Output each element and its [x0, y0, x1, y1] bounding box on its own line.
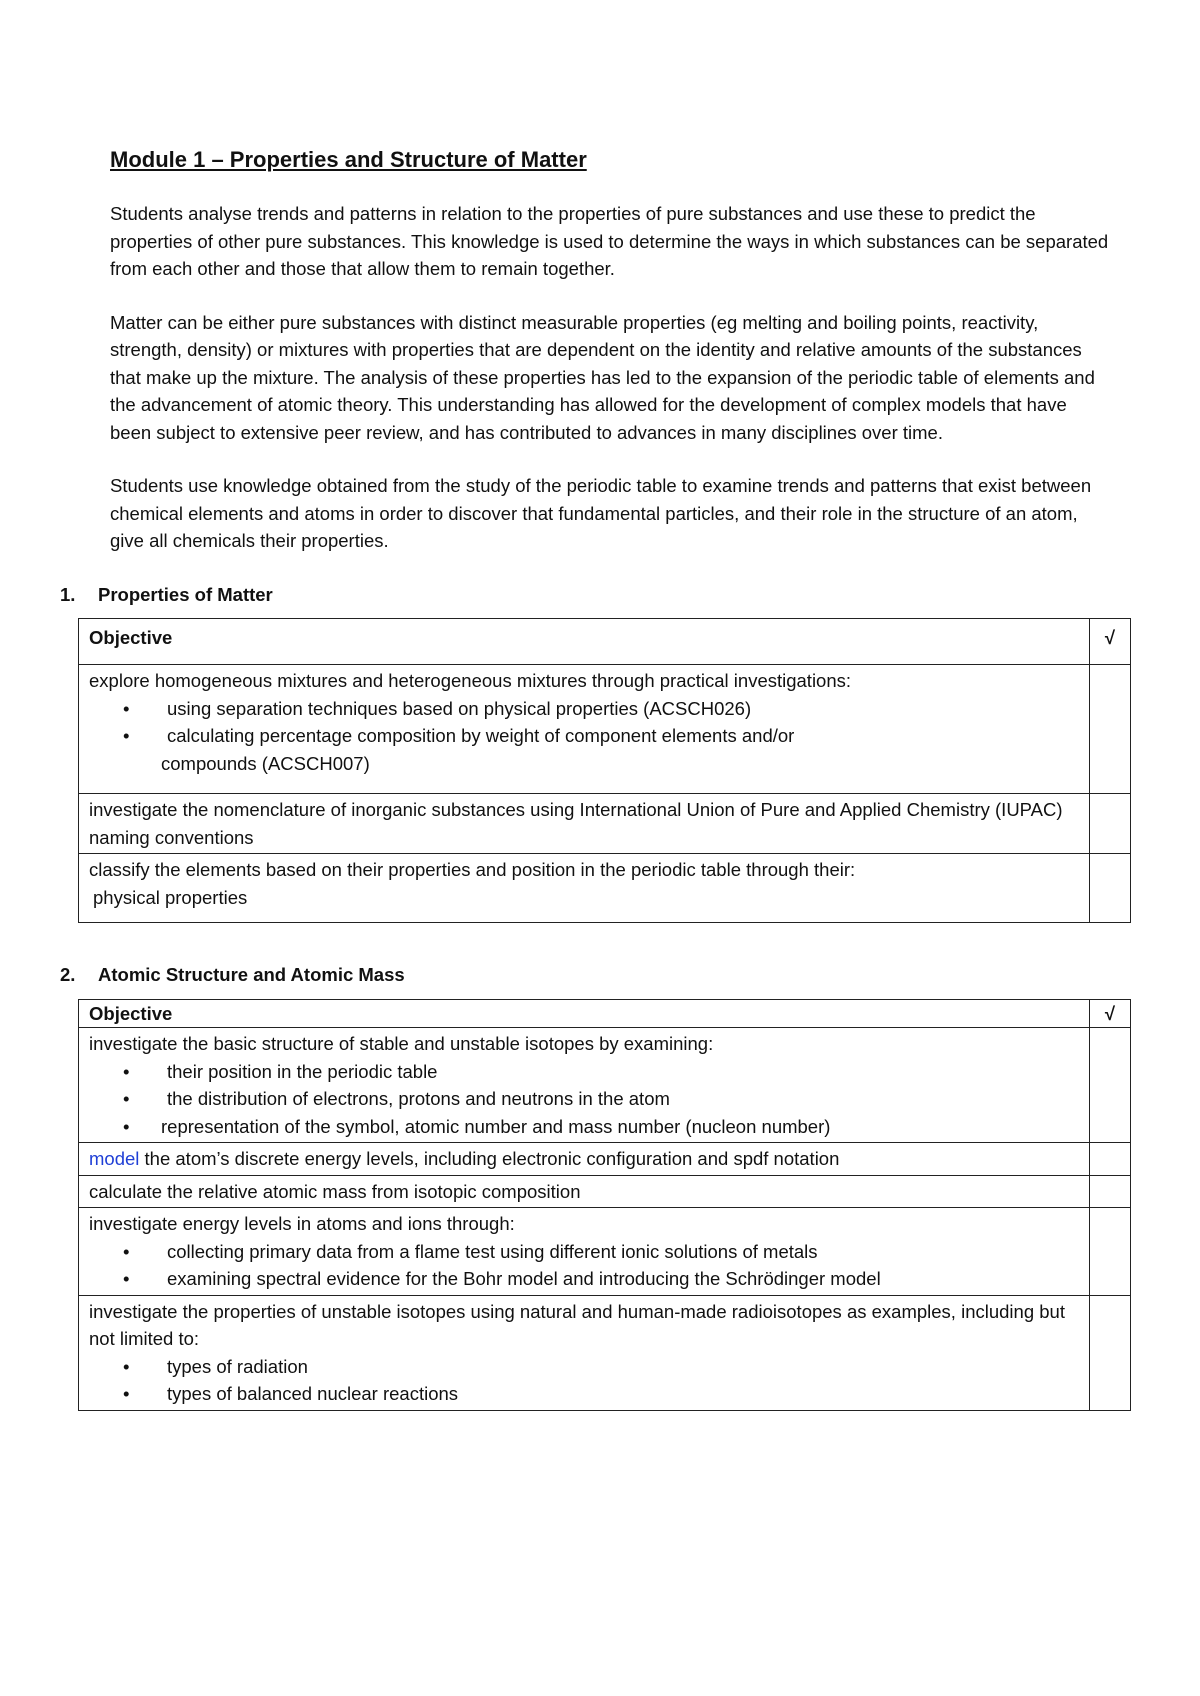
- list-item: • using separation techniques based on physical properties (ACSCH026): [89, 695, 1079, 723]
- table-row: [79, 794, 1131, 854]
- checkbox-cell[interactable]: [1090, 1028, 1131, 1143]
- objective-column-header: Objective: [79, 999, 1090, 1028]
- objective-text: investigate the properties of unstable isotopes using natural and human-made radioisotopes as examples, including but not limited to:: [89, 1300, 1065, 1349]
- section-number: 2.: [60, 964, 76, 985]
- bullet-icon: •: [123, 697, 130, 719]
- checkbox-cell[interactable]: [1090, 1208, 1131, 1296]
- table-row: [79, 854, 1131, 923]
- table-row: [79, 1028, 1131, 1143]
- model-keyword: model: [89, 1148, 140, 1169]
- bullet-list: [89, 1058, 1079, 1141]
- list-item-continuation: compounds (ACSCH007): [161, 752, 370, 774]
- bullet-list: [89, 1353, 1079, 1408]
- intro-paragraph-2: Matter can be either pure substances with distinct measurable properties (eg melting and boiling points, reactivity, strength, density) or mixtures with properties that are dependent on the identity and relative amounts of the substances that make up the mixture. The analysis of these properties has led to the expansion of the periodic table of elements and the advancement of atomic theory. This understanding has allowed for the development of complex models that have been subject to extensive peer review, and has contributed to advances in many disciplines over time.: [110, 311, 1095, 443]
- objective-cell: calculate the relative atomic mass from isotopic composition: [79, 1175, 1090, 1208]
- bullet-icon: •: [123, 1240, 130, 1262]
- objective-cell: [79, 854, 1090, 923]
- table-row: [79, 665, 1131, 794]
- objective-text: investigate energy levels in atoms and ions through:: [89, 1213, 515, 1234]
- section-2-heading: [60, 961, 1110, 989]
- section-title: Atomic Structure and Atomic Mass: [98, 964, 405, 985]
- objective-text: classify the elements based on their properties and position in the periodic table through their:: [89, 859, 856, 880]
- objective-cell: [79, 1143, 1090, 1176]
- objective-cell: [79, 1295, 1090, 1410]
- list-item: • representation of the symbol, atomic number and mass number (nucleon number): [89, 1113, 1079, 1141]
- section-title: Properties of Matter: [98, 583, 273, 605]
- table-header-row: [79, 619, 1131, 665]
- bullet-icon: •: [123, 1088, 130, 1109]
- intro-paragraph-3: Students use knowledge obtained from the study of the periodic table to examine trends and patterns that exist between chemical elements and atoms in order to discover that fundamental particles, and their role in the structure of an atom, give all chemicals their properties.: [110, 475, 1092, 551]
- bullet-icon: •: [123, 1383, 130, 1404]
- tick-column-header: √: [1090, 619, 1131, 665]
- objective-cell: [79, 1208, 1090, 1296]
- objective-text: investigate the basic structure of stable and unstable isotopes by examining:: [89, 1033, 714, 1054]
- bullet-icon: •: [123, 1268, 130, 1289]
- list-item: • the distribution of electrons, protons and neutrons in the atom: [89, 1085, 1079, 1113]
- objective-text: the atom’s discrete energy levels, including electronic configuration and spdf notation: [139, 1148, 840, 1169]
- objective-cell: [79, 1028, 1090, 1143]
- bullet-icon: •: [123, 1060, 130, 1082]
- objectives-table-1: [78, 618, 1131, 923]
- objective-column-header: Objective: [79, 619, 1090, 665]
- bullet-icon: •: [123, 1355, 130, 1377]
- list-item: • collecting primary data from a flame test using different ionic solutions of metals: [89, 1238, 1079, 1266]
- list-item: • calculating percentage composition by weight of component elements and/or: [89, 722, 1079, 750]
- table-row: [79, 1295, 1131, 1410]
- tick-column-header: √: [1090, 999, 1131, 1028]
- objectives-table-2: [78, 999, 1131, 1411]
- section-number: 1.: [60, 583, 76, 605]
- bullet-icon: •: [123, 1115, 130, 1137]
- checkbox-cell[interactable]: [1090, 1175, 1131, 1208]
- page-title: Module 1 – Properties and Structure of Matter: [110, 147, 587, 172]
- table-row: [79, 1175, 1131, 1208]
- checkbox-cell[interactable]: [1090, 1143, 1131, 1176]
- objective-text: explore homogeneous mixtures and heterogeneous mixtures through practical investigations:: [89, 670, 852, 691]
- list-item: • their position in the periodic table: [89, 1058, 1079, 1086]
- checkbox-cell[interactable]: [1090, 665, 1131, 794]
- objective-cell: investigate the nomenclature of inorganic substances using International Union of Pure and Applied Chemistry (IUPAC) naming conventions: [79, 794, 1090, 854]
- intro-paragraph-1: Students analyse trends and patterns in relation to the properties of pure substances and use these to predict the properties of other pure substances. This knowledge is used to determine the ways in which substances can be separated from each other and those that allow them to remain together.: [110, 203, 1109, 279]
- document-body: [60, 146, 1116, 1411]
- table-row: [79, 1208, 1131, 1296]
- table-row: [79, 1143, 1131, 1176]
- table-header-row: [79, 999, 1131, 1028]
- checkbox-cell[interactable]: [1090, 794, 1131, 854]
- list-item: • examining spectral evidence for the Bohr model and introducing the Schrödinger model: [89, 1265, 1079, 1293]
- objective-cell: [79, 665, 1090, 794]
- list-item: • types of radiation: [89, 1353, 1079, 1381]
- objective-subtext: physical properties: [93, 886, 248, 908]
- bullet-list: [89, 1238, 1079, 1293]
- checkbox-cell[interactable]: [1090, 1295, 1131, 1410]
- section-1-heading: [60, 581, 1110, 609]
- list-item: • types of balanced nuclear reactions: [89, 1380, 1079, 1408]
- checkbox-cell[interactable]: [1090, 854, 1131, 923]
- bullet-icon: •: [123, 725, 130, 746]
- bullet-list: [89, 695, 1079, 778]
